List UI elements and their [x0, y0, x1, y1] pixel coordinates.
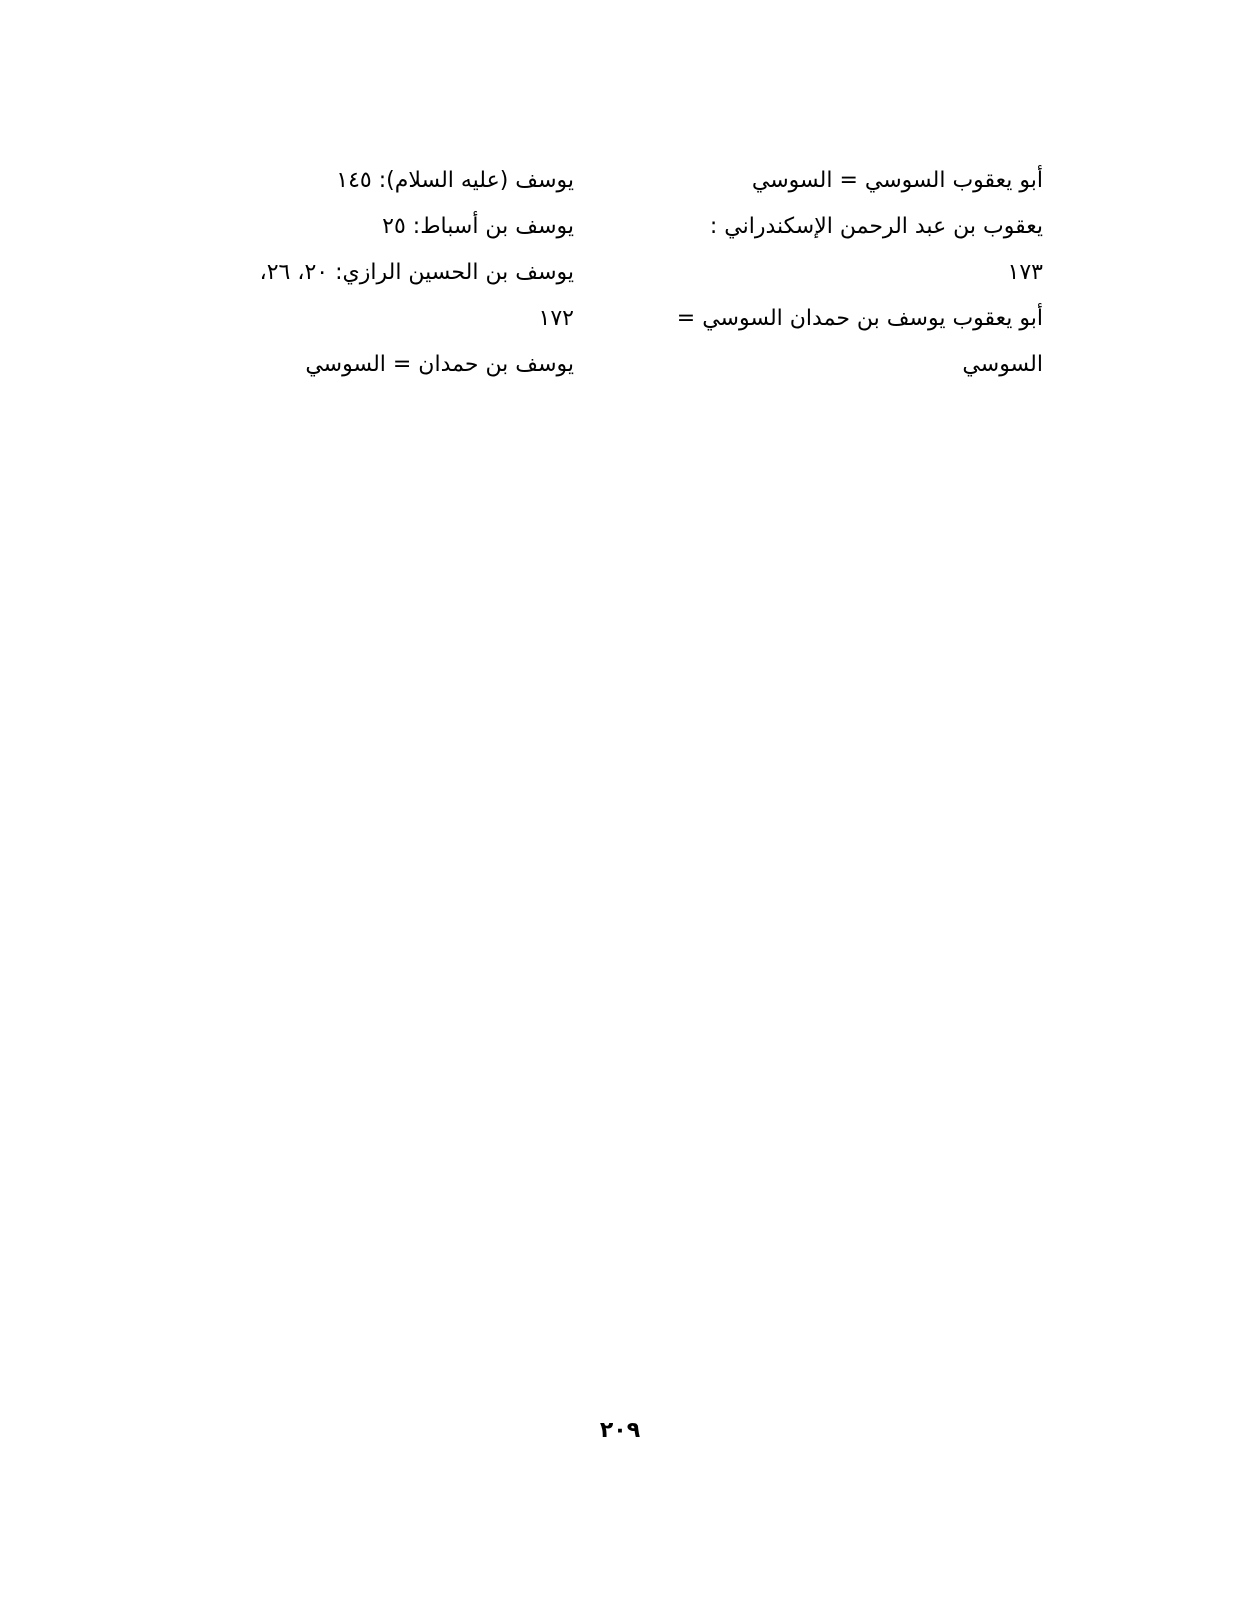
index-entry: ١٧٢	[538, 306, 574, 331]
index-entry: يوسف بن أسباط: ٢٥	[382, 214, 574, 239]
index-entry: يوسف بن الحسين الرازي: ٢٠، ٢٦،	[259, 260, 574, 285]
index-entry: يعقوب بن عبد الرحمن الإسكندراني :	[709, 214, 1043, 239]
index-entry: أبو يعقوب يوسف بن حمدان السوسي =	[676, 306, 1043, 331]
index-column-left	[134, 158, 574, 388]
index-entry: يوسف بن حمدان = السوسي	[305, 352, 574, 377]
index-column-right	[623, 158, 1043, 388]
page-number: ٢٠٩	[599, 1418, 641, 1443]
index-entry: يوسف (عليه السلام): ١٤٥	[336, 168, 574, 193]
index-entry: ١٧٣	[1007, 260, 1043, 285]
index-entry: أبو يعقوب السوسي = السوسي	[751, 168, 1043, 193]
index-entry: السوسي	[962, 352, 1043, 377]
